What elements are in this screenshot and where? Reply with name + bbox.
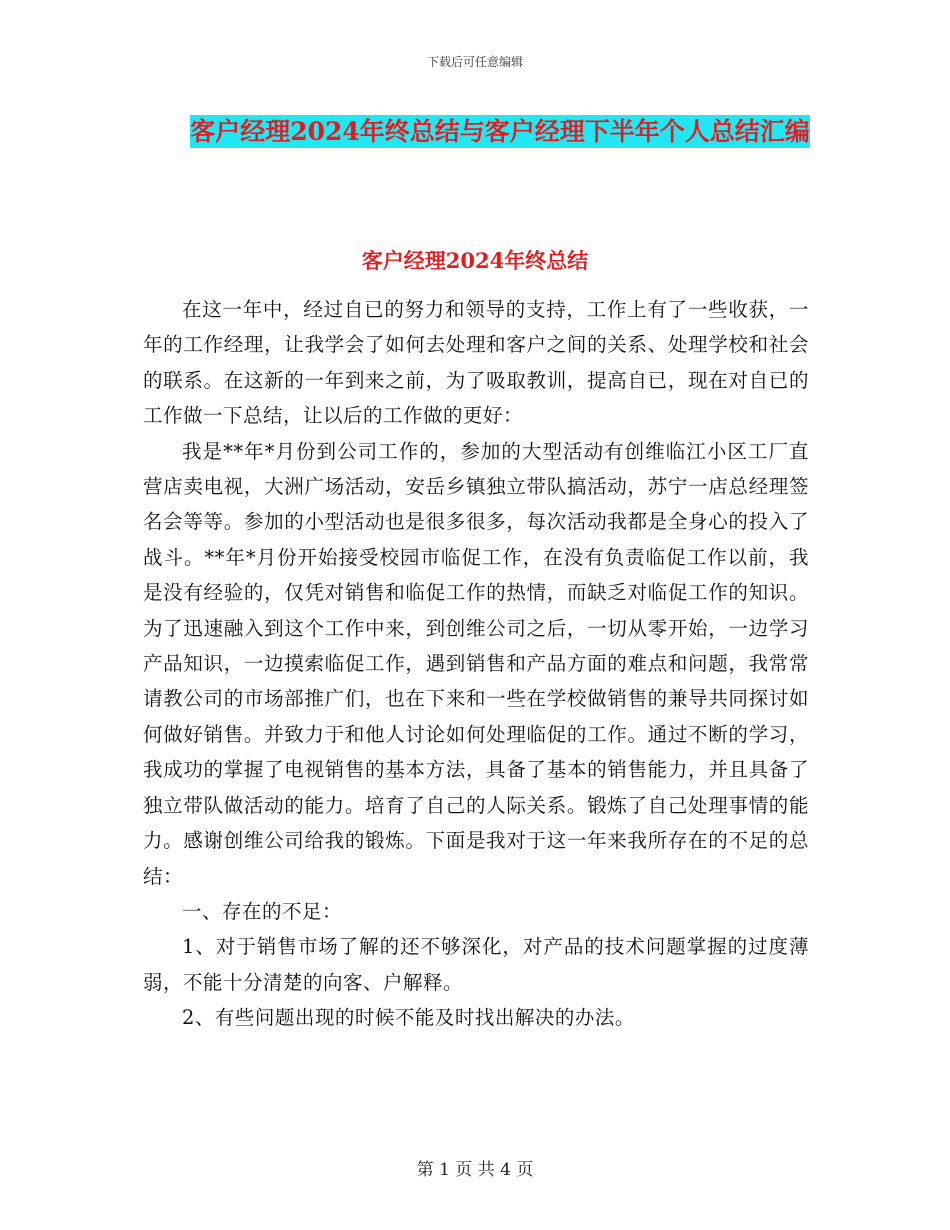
body-text [143, 292, 809, 1036]
document-title-text: 客户经理2024年终总结与客户经理下半年个人总结汇编 [190, 117, 810, 146]
paragraph: 2、有些问题出现的时候不能及时找出解决的办法。 [182, 1006, 635, 1030]
page-footer: 第 1 页 共 4 页 [416, 1160, 534, 1180]
paragraph: 我是**年*月份到公司工作的，参加的大型活动有创维临江小区工厂直营店卖电视，大洲广场活动，安岳乡镇独立带队搞活动，苏宁一店总经理签名会等等。参加的小型活动也是很多很多，每次活动我都是全身心的投入了战斗。**年*月份开始接受校园市临促工作，在没有负责临促工作以前，我是没有经验的，仅凭对销售和临促工作的热情，而缺乏对临促工作的知识。为了迅速融入到这个工作中来，到创维公司之后，一切从零开始，一边学习产品知识，一边摸索临促工作，遇到销售和产品方面的难点和问题，我常常请教公司的市场部推广们，也在下来和一些在学校做销售的兼导共同探讨如何做好销售。并致力于和他人讨论如何处理临促的工作。通过不断的学习，我成功的掌握了电视销售的基本方法，具备了基本的销售能力，并且具备了独立带队做活动的能力。培育了自己的人际关系。锻炼了自己处理事情的能力。感谢创维公司给我的锻炼。下面是我对于这一年来我所存在的不足的总结： [143, 439, 809, 888]
section-title: 客户经理2024年终总结 [361, 248, 589, 273]
paragraph: 一、存在的不足： [182, 899, 343, 923]
paragraph: 在这一年中，经过自已的努力和领导的支持，工作上有了一些收获，一年的工作经理，让我学会了如何去处理和客户之间的关系、处理学校和社会的联系。在这新的一年到来之前，为了吸取教训，提高自已，现在对自已的工作做一下总结，让以后的工作做的更好： [143, 298, 809, 428]
header-note: 下载后可任意编辑 [426, 55, 523, 69]
paragraph: 1、对于销售市场了解的还不够深化，对产品的技术问题掌握的过度薄弱，不能十分清楚的向客、户解释。 [143, 935, 809, 994]
document-title [185, 110, 815, 154]
